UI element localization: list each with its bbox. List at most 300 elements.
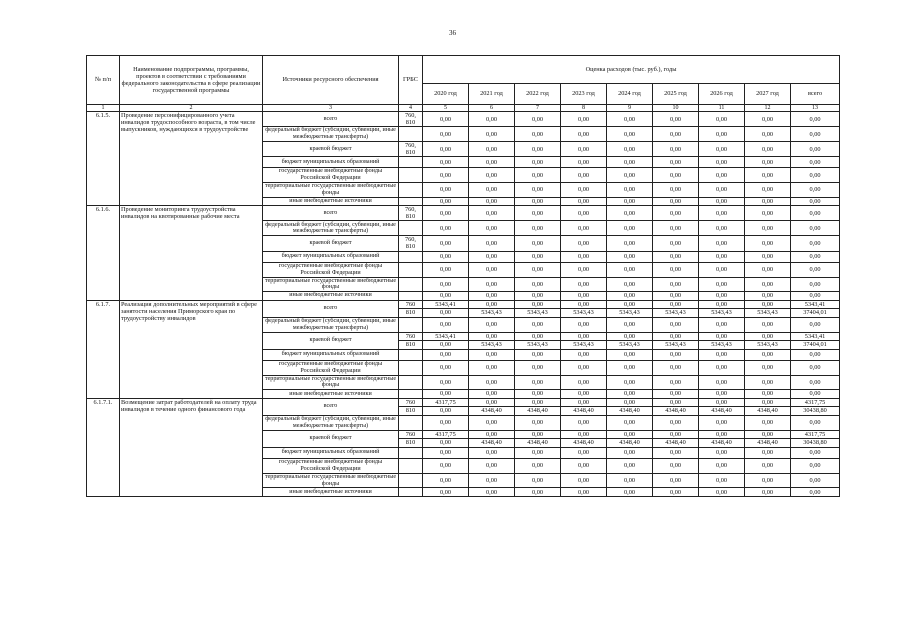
value-cell: 0,00 (469, 447, 515, 458)
source-name: государственные внебюджетные фонды Российской Федерации (263, 360, 399, 375)
value-cell: 0,00 (515, 317, 561, 332)
value-cell: 0,00 (745, 300, 791, 309)
value-cell: 0,00 (423, 439, 469, 448)
header-year-6: 2026 год (699, 84, 745, 105)
value-cell: 0,00 (469, 142, 515, 157)
value-cell: 0,00 (607, 197, 653, 206)
value-cell: 0,00 (515, 390, 561, 399)
source-name: территориальные государственные внебюджетные фонды (263, 473, 399, 488)
value-cell: 0,00 (699, 168, 745, 183)
source-name: бюджет муниципальных образований (263, 157, 399, 168)
value-cell: 0,00 (423, 488, 469, 497)
source-name: территориальные государственные внебюджетные фонды (263, 277, 399, 292)
item-number: 6.1.5. (87, 112, 120, 206)
column-number-0: 1 (87, 105, 120, 112)
value-cell: 0,00 (653, 317, 699, 332)
value-cell: 0,00 (423, 341, 469, 350)
value-cell: 0,00 (745, 447, 791, 458)
grbs-code: 760, 810 (399, 112, 423, 127)
value-cell: 0,00 (745, 112, 791, 127)
value-cell: 0,00 (745, 262, 791, 277)
value-cell: 0,00 (745, 430, 791, 439)
grbs-code (399, 157, 423, 168)
source-name: иные внебюджетные источники (263, 390, 399, 399)
column-number-8: 9 (607, 105, 653, 112)
value-cell: 0,00 (561, 292, 607, 301)
value-cell: 0,00 (561, 112, 607, 127)
source-name: федеральный бюджет (субсидии, субвенции, иные межбюджетные трансферты) (263, 221, 399, 236)
value-cell: 0,00 (745, 183, 791, 198)
value-cell: 37404,01 (791, 309, 840, 318)
source-name: федеральный бюджет (субсидии, субвенции, иные межбюджетные трансферты) (263, 415, 399, 430)
column-number-4: 5 (423, 105, 469, 112)
source-name: иные внебюджетные источники (263, 197, 399, 206)
grbs-code (399, 415, 423, 430)
value-cell: 0,00 (469, 349, 515, 360)
item-number: 6.1.6. (87, 206, 120, 300)
value-cell: 0,00 (561, 183, 607, 198)
grbs-code: 760 (399, 300, 423, 309)
value-cell: 0,00 (607, 127, 653, 142)
value-cell: 0,00 (515, 360, 561, 375)
grbs-code (399, 349, 423, 360)
source-name: краевой бюджет (263, 430, 399, 447)
value-cell: 0,00 (561, 473, 607, 488)
grbs-code: 760, 810 (399, 236, 423, 251)
value-cell: 0,00 (745, 157, 791, 168)
value-cell: 0,00 (791, 473, 840, 488)
value-cell: 0,00 (561, 390, 607, 399)
value-cell: 0,00 (423, 236, 469, 251)
value-cell: 0,00 (607, 349, 653, 360)
page-number: 36 (449, 29, 456, 37)
column-number-3: 4 (399, 105, 423, 112)
budget-table (86, 55, 840, 497)
value-cell: 0,00 (515, 473, 561, 488)
value-cell: 0,00 (607, 317, 653, 332)
value-cell: 0,00 (653, 197, 699, 206)
value-cell: 0,00 (699, 277, 745, 292)
value-cell: 0,00 (469, 277, 515, 292)
value-cell: 0,00 (423, 142, 469, 157)
value-cell: 0,00 (561, 332, 607, 341)
grbs-code (399, 473, 423, 488)
value-cell: 5343,43 (653, 341, 699, 350)
value-cell: 0,00 (469, 430, 515, 439)
header-year-0: 2020 год (423, 84, 469, 105)
grbs-code: 810 (399, 341, 423, 350)
value-cell: 0,00 (653, 332, 699, 341)
value-cell: 0,00 (791, 375, 840, 390)
value-cell: 0,00 (515, 251, 561, 262)
value-cell: 0,00 (423, 447, 469, 458)
value-cell: 0,00 (515, 398, 561, 407)
value-cell: 0,00 (423, 458, 469, 473)
value-cell: 5343,43 (469, 341, 515, 350)
value-cell: 0,00 (699, 430, 745, 439)
value-cell: 4348,40 (653, 407, 699, 416)
value-cell: 5343,43 (745, 309, 791, 318)
value-cell: 0,00 (561, 349, 607, 360)
value-cell: 0,00 (515, 447, 561, 458)
header-year-5: 2025 год (653, 84, 699, 105)
value-cell: 0,00 (423, 251, 469, 262)
value-cell: 0,00 (745, 236, 791, 251)
source-name: государственные внебюджетные фонды Российской Федерации (263, 262, 399, 277)
value-cell: 0,00 (607, 375, 653, 390)
value-cell: 0,00 (791, 251, 840, 262)
value-cell: 4317,75 (791, 430, 840, 439)
column-number-12: 13 (791, 105, 840, 112)
grbs-code (399, 277, 423, 292)
grbs-code (399, 168, 423, 183)
value-cell: 0,00 (515, 236, 561, 251)
value-cell: 0,00 (699, 251, 745, 262)
value-cell: 0,00 (745, 415, 791, 430)
value-cell: 0,00 (791, 360, 840, 375)
value-cell: 0,00 (653, 300, 699, 309)
value-cell: 5343,43 (469, 309, 515, 318)
item-name: Реализация дополнительных мероприятий в сфере занятости населения Приморского края по трудоустройству инвалидов (120, 300, 263, 398)
value-cell: 0,00 (699, 292, 745, 301)
value-cell: 0,00 (469, 415, 515, 430)
value-cell: 4317,75 (791, 398, 840, 407)
value-cell: 0,00 (699, 447, 745, 458)
grbs-code (399, 488, 423, 497)
value-cell: 0,00 (515, 332, 561, 341)
value-cell: 0,00 (791, 458, 840, 473)
header-year-3: 2023 год (561, 84, 607, 105)
value-cell: 0,00 (699, 300, 745, 309)
column-number-1: 2 (120, 105, 263, 112)
value-cell: 4348,40 (653, 439, 699, 448)
value-cell: 0,00 (423, 112, 469, 127)
value-cell: 0,00 (423, 309, 469, 318)
value-cell: 0,00 (699, 317, 745, 332)
column-number-10: 11 (699, 105, 745, 112)
value-cell: 0,00 (653, 221, 699, 236)
value-cell: 4317,75 (423, 398, 469, 407)
source-name: территориальные государственные внебюджетные фонды (263, 375, 399, 390)
value-cell: 0,00 (745, 458, 791, 473)
value-cell: 0,00 (515, 300, 561, 309)
value-cell: 0,00 (469, 300, 515, 309)
value-cell: 0,00 (699, 473, 745, 488)
value-cell: 0,00 (699, 375, 745, 390)
value-cell: 0,00 (515, 277, 561, 292)
value-cell: 0,00 (561, 127, 607, 142)
value-cell: 0,00 (607, 277, 653, 292)
value-cell: 0,00 (423, 206, 469, 221)
value-cell: 0,00 (791, 317, 840, 332)
source-name: краевой бюджет (263, 332, 399, 349)
value-cell: 0,00 (699, 458, 745, 473)
value-cell: 0,00 (423, 168, 469, 183)
value-cell: 0,00 (607, 292, 653, 301)
value-cell: 4348,40 (699, 407, 745, 416)
column-number-7: 8 (561, 105, 607, 112)
value-cell: 0,00 (469, 360, 515, 375)
source-name: территориальные государственные внебюджетные фонды (263, 183, 399, 198)
value-cell: 5343,43 (745, 341, 791, 350)
value-cell: 0,00 (791, 390, 840, 399)
value-cell: 0,00 (699, 183, 745, 198)
value-cell: 0,00 (745, 473, 791, 488)
value-cell: 0,00 (699, 398, 745, 407)
source-name: иные внебюджетные источники (263, 292, 399, 301)
value-cell: 0,00 (699, 390, 745, 399)
grbs-code (399, 292, 423, 301)
value-cell: 30438,80 (791, 439, 840, 448)
value-cell: 0,00 (607, 390, 653, 399)
value-cell: 0,00 (607, 473, 653, 488)
value-cell: 0,00 (791, 277, 840, 292)
value-cell: 0,00 (607, 332, 653, 341)
value-cell: 0,00 (607, 415, 653, 430)
grbs-code (399, 197, 423, 206)
value-cell: 0,00 (791, 349, 840, 360)
value-cell: 0,00 (607, 488, 653, 497)
value-cell: 0,00 (515, 157, 561, 168)
grbs-code (399, 183, 423, 198)
grbs-code (399, 375, 423, 390)
source-name: бюджет муниципальных образований (263, 251, 399, 262)
value-cell: 0,00 (653, 157, 699, 168)
value-cell: 0,00 (745, 375, 791, 390)
value-cell: 0,00 (653, 251, 699, 262)
value-cell: 5343,43 (607, 341, 653, 350)
value-cell: 0,00 (561, 317, 607, 332)
value-cell: 0,00 (745, 251, 791, 262)
column-number-5: 6 (469, 105, 515, 112)
value-cell: 0,00 (469, 292, 515, 301)
grbs-code (399, 127, 423, 142)
value-cell: 0,00 (561, 415, 607, 430)
value-cell: 0,00 (561, 168, 607, 183)
value-cell: 0,00 (653, 375, 699, 390)
value-cell: 0,00 (653, 236, 699, 251)
value-cell: 0,00 (653, 112, 699, 127)
value-cell: 30438,80 (791, 407, 840, 416)
value-cell: 0,00 (469, 183, 515, 198)
value-cell: 0,00 (515, 349, 561, 360)
header-year-7: 2027 год (745, 84, 791, 105)
value-cell: 0,00 (561, 458, 607, 473)
value-cell: 0,00 (653, 127, 699, 142)
value-cell: 4348,40 (745, 439, 791, 448)
value-cell: 0,00 (423, 157, 469, 168)
value-cell: 0,00 (423, 360, 469, 375)
grbs-code: 810 (399, 309, 423, 318)
value-cell: 0,00 (515, 415, 561, 430)
value-cell: 0,00 (561, 488, 607, 497)
value-cell: 0,00 (745, 168, 791, 183)
value-cell: 0,00 (423, 127, 469, 142)
value-cell: 0,00 (469, 390, 515, 399)
value-cell: 0,00 (745, 360, 791, 375)
value-cell: 0,00 (791, 197, 840, 206)
value-cell: 0,00 (699, 332, 745, 341)
source-name: федеральный бюджет (субсидии, субвенции, иные межбюджетные трансферты) (263, 127, 399, 142)
item-name: Проведение мониторинга трудоустройства инвалидов на квотированные рабочие места (120, 206, 263, 300)
value-cell: 5343,41 (423, 332, 469, 341)
value-cell: 0,00 (699, 221, 745, 236)
grbs-code: 760 (399, 332, 423, 341)
header-source: Источники ресурсного обеспечения (263, 56, 399, 105)
value-cell: 0,00 (423, 349, 469, 360)
value-cell: 0,00 (469, 375, 515, 390)
value-cell: 0,00 (515, 197, 561, 206)
grbs-code (399, 458, 423, 473)
value-cell: 0,00 (791, 183, 840, 198)
source-name: всего (263, 206, 399, 221)
value-cell: 0,00 (561, 197, 607, 206)
value-cell: 0,00 (515, 206, 561, 221)
source-name: государственные внебюджетные фонды Российской Федерации (263, 168, 399, 183)
value-cell: 0,00 (423, 473, 469, 488)
value-cell: 5343,41 (791, 332, 840, 341)
value-cell: 0,00 (423, 317, 469, 332)
value-cell: 0,00 (745, 197, 791, 206)
value-cell: 4317,75 (423, 430, 469, 439)
value-cell: 0,00 (469, 398, 515, 407)
source-name: всего (263, 112, 399, 127)
value-cell: 0,00 (607, 430, 653, 439)
value-cell: 0,00 (469, 221, 515, 236)
value-cell: 0,00 (745, 221, 791, 236)
value-cell: 0,00 (469, 332, 515, 341)
value-cell: 5343,43 (699, 309, 745, 318)
value-cell: 0,00 (745, 292, 791, 301)
value-cell: 0,00 (745, 317, 791, 332)
grbs-code: 810 (399, 407, 423, 416)
value-cell: 0,00 (469, 458, 515, 473)
source-name: краевой бюджет (263, 236, 399, 251)
value-cell: 0,00 (791, 415, 840, 430)
value-cell: 0,00 (469, 262, 515, 277)
value-cell: 0,00 (469, 168, 515, 183)
value-cell: 0,00 (561, 300, 607, 309)
value-cell: 0,00 (423, 375, 469, 390)
value-cell: 0,00 (699, 197, 745, 206)
value-cell: 0,00 (561, 157, 607, 168)
source-name: бюджет муниципальных образований (263, 349, 399, 360)
value-cell: 0,00 (745, 332, 791, 341)
value-cell: 0,00 (653, 277, 699, 292)
value-cell: 0,00 (653, 473, 699, 488)
value-cell: 0,00 (745, 206, 791, 221)
item-name: Проведение персонифицированного учета инвалидов трудоспособного возраста, в том числе выпускников, нуждающихся в трудоустройстве (120, 112, 263, 206)
value-cell: 0,00 (515, 488, 561, 497)
value-cell: 0,00 (745, 398, 791, 407)
value-cell: 0,00 (423, 197, 469, 206)
value-cell: 0,00 (469, 112, 515, 127)
column-number-6: 7 (515, 105, 561, 112)
value-cell: 0,00 (607, 458, 653, 473)
grbs-code: 760 (399, 398, 423, 407)
grbs-code (399, 360, 423, 375)
grbs-code: 760 (399, 430, 423, 439)
value-cell: 0,00 (791, 292, 840, 301)
item-number: 6.1.7.1. (87, 398, 120, 496)
value-cell: 0,00 (791, 488, 840, 497)
value-cell: 0,00 (561, 430, 607, 439)
value-cell: 0,00 (699, 127, 745, 142)
value-cell: 0,00 (745, 277, 791, 292)
value-cell: 0,00 (515, 375, 561, 390)
item-name: Возмещение затрат работодателей на оплату труда инвалидов в течение одного финансового года (120, 398, 263, 496)
value-cell: 0,00 (791, 236, 840, 251)
value-cell: 5343,43 (561, 309, 607, 318)
value-cell: 0,00 (515, 430, 561, 439)
header-grbs: ГРБС (399, 56, 423, 105)
value-cell: 0,00 (699, 415, 745, 430)
value-cell: 0,00 (607, 157, 653, 168)
value-cell: 0,00 (791, 157, 840, 168)
header-year-8: всего (791, 84, 840, 105)
value-cell: 0,00 (745, 127, 791, 142)
table-row (87, 112, 840, 127)
value-cell: 0,00 (515, 292, 561, 301)
item-number: 6.1.7. (87, 300, 120, 398)
value-cell: 0,00 (653, 415, 699, 430)
value-cell: 0,00 (515, 221, 561, 236)
value-cell: 4348,40 (561, 439, 607, 448)
value-cell: 0,00 (469, 488, 515, 497)
value-cell: 0,00 (469, 206, 515, 221)
value-cell: 0,00 (607, 168, 653, 183)
value-cell: 0,00 (423, 415, 469, 430)
grbs-code (399, 390, 423, 399)
value-cell: 0,00 (699, 349, 745, 360)
header-name: Наименование подпрограммы, программы, проектов в соответствии с требованиями федерального законодательства в сфере реализации государственной программы (120, 56, 263, 105)
value-cell: 0,00 (423, 277, 469, 292)
value-cell: 0,00 (699, 488, 745, 497)
value-cell: 4348,40 (607, 407, 653, 416)
value-cell: 0,00 (607, 236, 653, 251)
table-row (87, 300, 840, 309)
value-cell: 4348,40 (515, 439, 561, 448)
grbs-code: 760, 810 (399, 142, 423, 157)
value-cell: 0,00 (699, 142, 745, 157)
value-cell: 4348,40 (515, 407, 561, 416)
table-row (87, 398, 840, 407)
value-cell: 0,00 (561, 262, 607, 277)
value-cell: 0,00 (607, 251, 653, 262)
value-cell: 5343,43 (515, 309, 561, 318)
value-cell: 0,00 (745, 142, 791, 157)
value-cell: 4348,40 (607, 439, 653, 448)
value-cell: 0,00 (515, 142, 561, 157)
value-cell: 0,00 (791, 127, 840, 142)
value-cell: 0,00 (791, 206, 840, 221)
header-year-2: 2022 год (515, 84, 561, 105)
value-cell: 0,00 (653, 398, 699, 407)
value-cell: 0,00 (607, 300, 653, 309)
column-number-11: 12 (745, 105, 791, 112)
value-cell: 0,00 (791, 262, 840, 277)
value-cell: 0,00 (469, 251, 515, 262)
value-cell: 0,00 (515, 127, 561, 142)
value-cell: 0,00 (607, 183, 653, 198)
value-cell: 0,00 (469, 317, 515, 332)
value-cell: 0,00 (423, 262, 469, 277)
value-cell: 0,00 (607, 221, 653, 236)
value-cell: 0,00 (515, 183, 561, 198)
value-cell: 0,00 (607, 206, 653, 221)
grbs-code: 810 (399, 439, 423, 448)
value-cell: 0,00 (423, 407, 469, 416)
